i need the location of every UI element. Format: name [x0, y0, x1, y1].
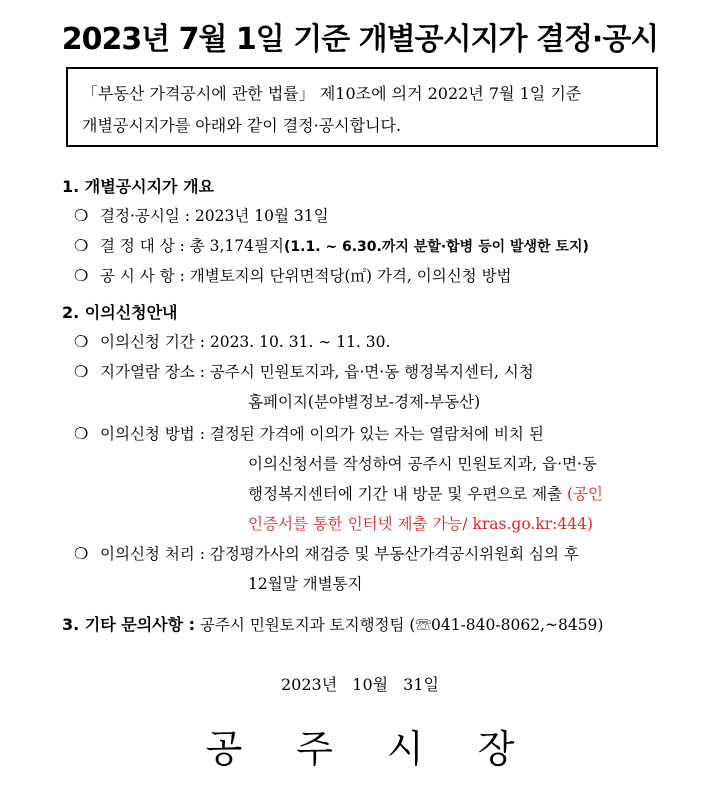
item-label: 결정·공시일 — [100, 207, 180, 225]
intro-box — [66, 67, 658, 147]
item-label: 공 시 사 항 — [100, 267, 175, 285]
item-sep: : — [174, 237, 190, 255]
item-label: 이의신청 기간 — [100, 333, 195, 351]
item-value: 2023년 10월 31일 — [194, 207, 329, 225]
bullet-icon: ❍ — [74, 266, 89, 285]
item-value: 총 3,174필지 — [189, 237, 284, 255]
bullet-icon: ❍ — [74, 206, 89, 225]
bullet-icon: ❍ — [74, 544, 89, 563]
bullet-icon: ❍ — [74, 332, 89, 351]
section2-item-location-line2: 홈페이지(분야별정보-경제-부동산) — [248, 393, 481, 411]
section3-heading: 3. 기타 문의사항 : — [62, 615, 196, 634]
bullet-icon: ❍ — [74, 424, 89, 443]
section1-item-date — [74, 204, 329, 226]
item-label: 이의신청 방법 — [100, 425, 195, 443]
section2-item-process — [74, 542, 579, 564]
item-value: 결정된 가격에 이의가 있는 자는 열람처에 비치 된 — [209, 425, 544, 443]
section2-item-method-line3 — [248, 482, 603, 504]
section1-heading: 1. 개별공시지가 개요 — [62, 177, 214, 196]
item-sep: : — [194, 363, 210, 381]
bullet-icon: ❍ — [74, 236, 89, 255]
intro-line-2: 개별공시지가를 아래와 같이 결정·공시합니다. — [82, 116, 402, 135]
item-label: 결 정 대 상 — [100, 237, 175, 255]
item-sep: : — [194, 425, 210, 443]
item-value: 공주시 민원토지과, 읍·면·동 행정복지센터, 시청 — [209, 363, 534, 381]
item-value: 개별토지의 단위면적당(㎡) 가격, 이의신청 방법 — [189, 267, 512, 285]
item-label: 이의신청 처리 — [100, 545, 195, 563]
section2-item-method — [74, 422, 544, 444]
section2-heading: 2. 이의신청안내 — [62, 303, 178, 322]
page-title: 2023년 7월 1일 기준 개별공시지가 결정·공시 — [61, 22, 659, 57]
section1-item-content — [74, 264, 512, 286]
item-sep: : — [194, 545, 210, 563]
section2-item-process-line2: 12월말 개별통지 — [248, 575, 363, 593]
section3-row — [62, 612, 603, 635]
item-sep: : — [174, 267, 190, 285]
footer-date: 2023년 10월 31일 — [281, 675, 439, 694]
item-value-bold: (1.1. ~ 6.30.까지 분할·합병 등이 발생한 토지) — [284, 239, 589, 255]
method-line3-text: 행정복지센터에 기간 내 방문 및 우편으로 제출 — [248, 485, 563, 503]
intro-line-1: 「부동산 가격공시에 관한 법률」 제10조에 의거 2022년 7월 1일 기준 — [82, 84, 582, 103]
item-sep: : — [179, 207, 195, 225]
method-line3-red: (공인 — [562, 485, 603, 503]
item-label: 지가열람 장소 — [100, 363, 195, 381]
item-sep: : — [194, 333, 210, 351]
section2-item-period — [74, 330, 390, 352]
section3-value: 공주시 민원토지과 토지행정팀 (☏041-840-8062,~8459) — [195, 616, 604, 634]
section2-item-method-line2: 이의신청서를 작성하여 공주시 민원토지과, 읍·면·동 — [248, 455, 597, 473]
section2-item-method-line4: 인증서를 통한 인터넷 제출 가능/ kras.go.kr:444) — [248, 515, 593, 533]
section1-item-target — [74, 234, 589, 256]
item-value: 감정평가사의 재검증 및 부동산가격공시위원회 심의 후 — [209, 545, 579, 563]
signature: 공주시장 — [205, 727, 569, 771]
item-value: 2023. 10. 31. ∼ 11. 30. — [209, 333, 391, 351]
section2-item-location — [74, 360, 534, 382]
bullet-icon: ❍ — [74, 362, 89, 381]
